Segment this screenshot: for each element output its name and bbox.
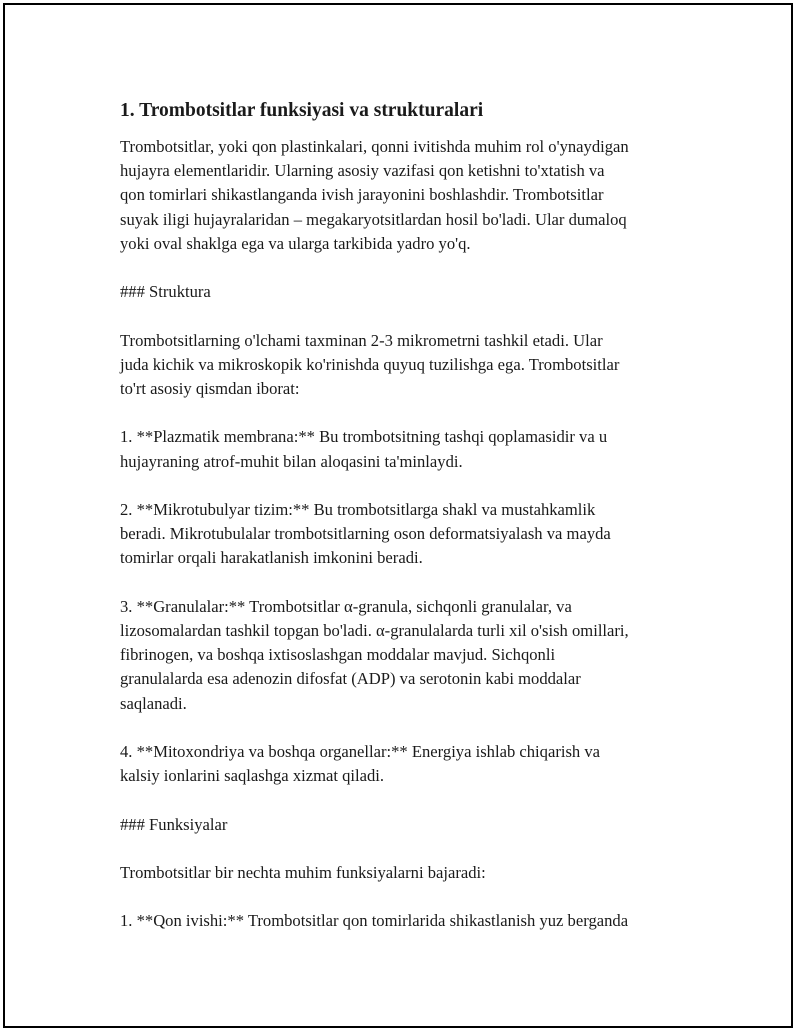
text-line: beradi. Mikrotubulalar trombotsitlarning oson deformatsiyalash va mayda	[120, 524, 611, 544]
text-line: qon tomirlari shikastlanganda ivish jarayonini boshlashdir. Trombotsitlar	[120, 185, 604, 205]
list-item	[120, 425, 700, 473]
document-body	[120, 98, 700, 958]
text-line: to'rt asosiy qismdan iborat:	[120, 379, 300, 398]
text-line: fibrinogen, va boshqa ixtisoslashgan moddalar mavjud. Sichqonli	[120, 645, 556, 665]
paragraph	[120, 861, 700, 885]
text-line: ### Funksiyalar	[120, 814, 228, 834]
text-line: kalsiy ionlarini saqlashga xizmat qiladi.	[120, 766, 385, 786]
text-line: 2. **Mikrotubulyar tizim:** Bu trombotsitlarga shakl va mustahkamlik	[120, 499, 596, 519]
text-line: lizosomalardan tashkil topgan bo'ladi. α-granulalarda turli xil o'sish omillari,	[120, 620, 629, 640]
list-item	[120, 909, 700, 933]
text-line: juda kichik va mikroskopik ko'rinishda quyuq tuzilishga ega. Trombotsitlar	[120, 354, 620, 374]
text-line: yoki oval shaklga ega va ularga tarkibida yadro yo'q.	[120, 233, 471, 253]
text-line: suyak iligi hujayralaridan – megakaryotsitlardan hosil bo'ladi. Ular dumaloq	[120, 209, 627, 229]
text-line: saqlanadi.	[120, 693, 187, 713]
text-line: 4. **Mitoxondriya va boshqa organellar:** Energiya ishlab chiqarish va	[120, 741, 601, 761]
text-line: 1. **Qon ivishi:** Trombotsitlar qon tomirlarida shikastlanish yuz berganda	[120, 911, 629, 931]
text-line: tomirlar orqali harakatlanish imkonini beradi.	[120, 548, 423, 568]
text-line: 3. **Granulalar:** Trombotsitlar α-granula, sichqonli granulalar, va	[120, 596, 572, 616]
paragraph	[120, 329, 700, 402]
document-page	[3, 3, 793, 1028]
document-text	[120, 135, 700, 934]
text-line: Trombotsitlar bir nechta muhim funksiyalarni bajaradi:	[120, 862, 486, 882]
list-item	[120, 498, 700, 571]
text-line: granulalarda esa adenozin difosfat (ADP) va serotonin kabi moddalar	[120, 669, 581, 689]
text-line: Trombotsitlarning o'lchami taxminan 2-3 mikrometrni tashkil etadi. Ular	[120, 330, 603, 350]
list-item	[120, 595, 700, 716]
text-line: hujayra elementlaridir. Ularning asosiy vazifasi qon ketishni to'xtatish va	[120, 161, 605, 181]
list-item	[120, 740, 700, 788]
text-line: Trombotsitlar, yoki qon plastinkalari, qonni ivitishda muhim rol o'ynaydigan	[120, 137, 629, 156]
paragraph	[120, 135, 700, 256]
subheading	[120, 280, 700, 304]
section-title: 1. Trombotsitlar funksiyasi va strukturalari	[120, 100, 484, 121]
subheading	[120, 813, 700, 837]
text-line: hujayraning atrof-muhit bilan aloqasini ta'minlaydi.	[120, 451, 463, 471]
text-line: ### Struktura	[120, 282, 211, 302]
text-line: 1. **Plazmatik membrana:** Bu trombotsitning tashqi qoplamasidir va u	[120, 427, 608, 447]
